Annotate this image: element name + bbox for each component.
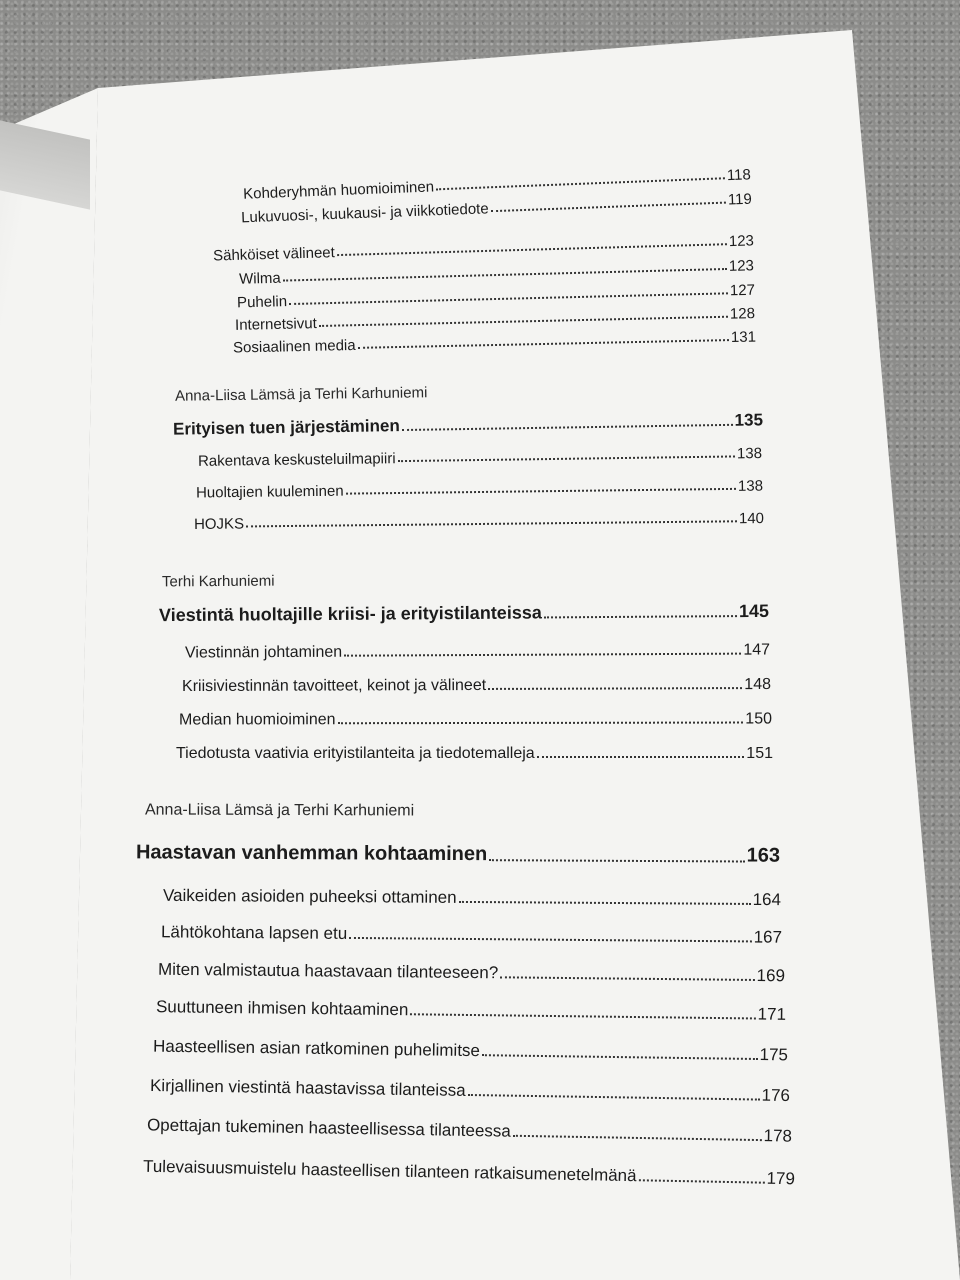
toc-entry: Wilma 123 (238, 257, 755, 288)
toc-entry: Median huomioiminen 150 (178, 710, 773, 729)
chapter-author: Anna-Liisa Lämsä ja Terhi Karhuniemi (174, 384, 428, 405)
toc-entry: Kirjallinen viestintä haastavissa tilanteissa 176 (149, 1075, 791, 1106)
chapter-author: Anna-Liisa Lämsä ja Terhi Karhuniemi (144, 801, 415, 820)
toc-entry: Vaikeiden asioiden puheeksi ottaminen 164 (162, 885, 782, 910)
toc-entry: Miten valmistautua haastavaan tilanteeseen? 169 (157, 959, 786, 986)
toc-entry: Tulevaisuusmuistelu haasteellisen tilanteen ratkaisumenetelmänä 179 (142, 1156, 796, 1189)
toc-entry: Sosiaalinen media 131 (232, 328, 757, 357)
toc-chapter: Erityisen tuen järjestäminen 135 (172, 410, 764, 439)
toc-entry: Tiedotusta vaativia erityistilanteita ja tiedotemalleja 151 (176, 745, 773, 762)
toc-entry: Haasteellisen asian ratkominen puhelimitse 175 (152, 1036, 789, 1065)
toc-entry: Opettajan tukeminen haasteellisessa tilanteessa 178 (146, 1115, 793, 1146)
toc-entry: Rakentava keskusteluilmapiiri 138 (197, 445, 763, 470)
toc-entry: Viestinnän johtaminen 147 (184, 641, 771, 662)
toc-entry: Huoltajien kuuleminen 138 (195, 477, 764, 502)
toc-entry: Lähtökohtana lapsen etu 167 (160, 922, 783, 947)
toc-entry: Kriisiviestinnän tavoitteet, keinot ja välineet 148 (181, 675, 772, 696)
toc-entry: Kohderyhmän huomioiminen 118 (242, 166, 752, 203)
toc-entry: Sähköiset välineet 123 (212, 232, 755, 265)
toc-entry: Lukuvuosi-, kuukausi- ja viikkotiedote 119 (240, 190, 753, 227)
toc-entry: Suuttuneen ihmisen kohtaaminen 171 (155, 997, 787, 1024)
chapter-author: Terhi Karhuniemi (161, 572, 275, 591)
toc-entry: Internetsivut 128 (234, 305, 756, 334)
toc-entry: Puhelin 127 (236, 281, 756, 312)
toc-chapter: Viestintä huoltajille kriisi- ja erityistilanteissa 145 (158, 600, 770, 626)
toc-entry: HOJKS 140 (193, 510, 765, 533)
toc-chapter: Haastavan vanhemman kohtaaminen 163 (135, 841, 781, 867)
